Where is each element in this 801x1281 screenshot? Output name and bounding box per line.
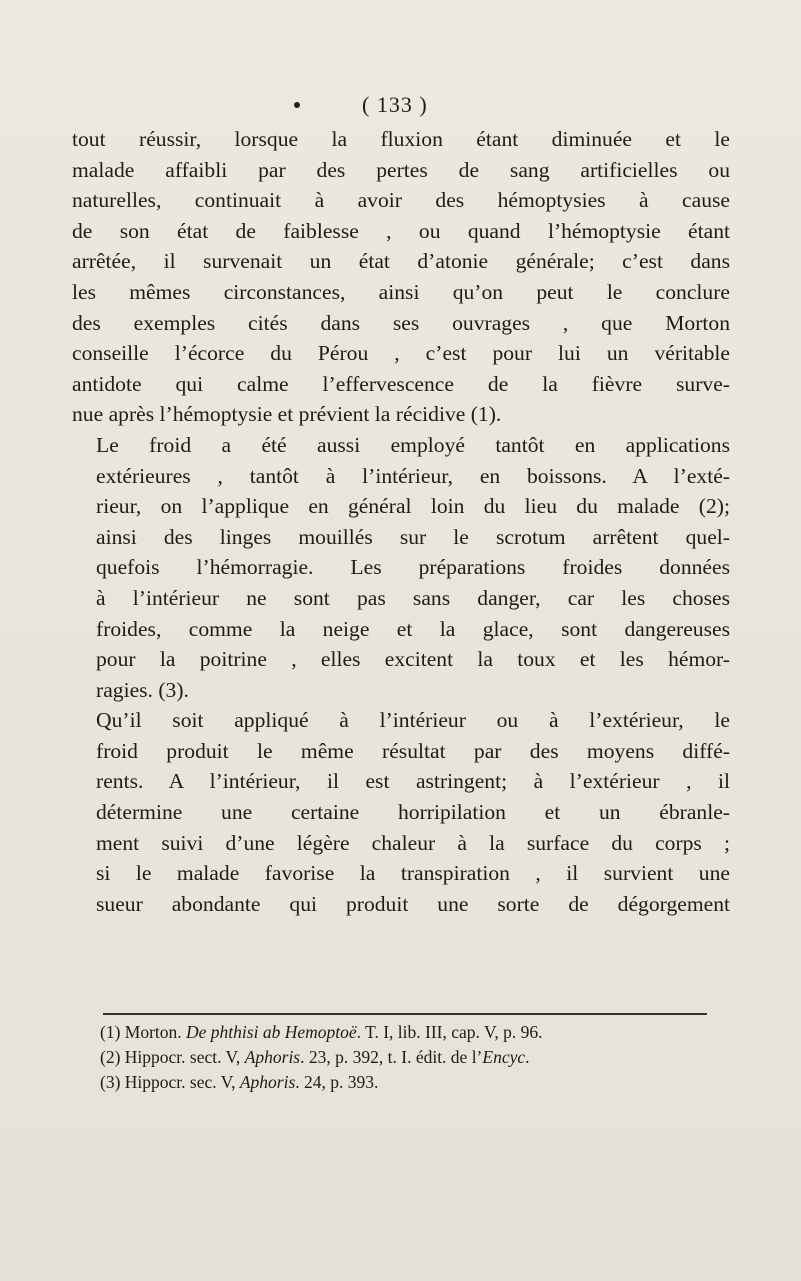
text-line: sueur abondante qui produit une sorte de dégorgement — [96, 891, 730, 916]
footnote-title: De phthisi ab Hemoptoë — [186, 1022, 357, 1042]
text-line: naturelles, continuait à avoir des hémoptysies à cause — [72, 188, 730, 213]
footnote-text: . T. I, lib. III, cap. V, p. 96. — [356, 1022, 543, 1042]
footnote-text: . 23, p. 392, t. I. édit. de l’ — [300, 1047, 483, 1067]
text-line: nue après l’hémoptysie et prévient la récidive (1). — [72, 402, 502, 427]
text-line: ainsi des linges mouillés sur le scrotum arrêtent quel- — [96, 524, 730, 549]
body-text — [72, 124, 730, 919]
text-line: arrêtée, il survenait un état d’atonie générale; c’est dans — [72, 249, 730, 274]
text-line: extérieures , tantôt à l’intérieur, en boissons. A l’exté- — [96, 463, 730, 488]
header-dot — [294, 102, 300, 108]
footnote-2 — [100, 1045, 740, 1070]
footnote-text: (1) Morton. — [100, 1022, 187, 1042]
text-line: Le froid a été aussi employé tantôt en applications — [96, 432, 730, 457]
footnotes — [100, 1020, 740, 1095]
footnote-title: Aphoris — [244, 1047, 301, 1067]
footnote-text: (2) Hippocr. sect. V, — [100, 1047, 245, 1067]
text-line: de son état de faiblesse , ou quand l’hémoptysie étant — [72, 218, 730, 243]
text-line: froid produit le même résultat par des moyens diffé- — [96, 738, 730, 763]
page-header — [0, 92, 801, 122]
text-line: ragies. (3). — [96, 677, 189, 702]
text-line: à l’intérieur ne sont pas sans danger, car les choses — [96, 585, 730, 610]
text-line: ment suivi d’une légère chaleur à la surface du corps ; — [96, 830, 730, 855]
footnote-text: (3) Hippocr. sec. V, — [100, 1072, 240, 1092]
text-line: quefois l’hémorragie. Les préparations froides données — [96, 555, 730, 580]
page-number: ( 133 ) — [362, 92, 428, 117]
text-line: détermine une certaine horripilation et un ébranle- — [96, 800, 730, 825]
text-line: des exemples cités dans ses ouvrages , que Morton — [72, 310, 730, 335]
footnote-3 — [100, 1070, 740, 1095]
footnote-text: . — [525, 1047, 530, 1067]
footnote-title: Aphoris — [239, 1072, 296, 1092]
text-line: pour la poitrine , elles excitent la toux et les hémor- — [96, 647, 730, 672]
text-line: rents. A l’intérieur, il est astringent; à l’extérieur , il — [96, 769, 730, 794]
paragraph-1 — [72, 124, 730, 430]
paragraph-3 — [72, 705, 730, 919]
footnote-title: Encyc — [482, 1047, 526, 1067]
text-line: tout réussir, lorsque la fluxion étant diminuée et le — [72, 127, 730, 151]
text-line: conseille l’écorce du Pérou , c’est pour lui un véritable — [72, 341, 730, 366]
paragraph-2 — [72, 430, 730, 705]
text-line: malade affaibli par des pertes de sang artificielles ou — [72, 157, 730, 182]
text-line: froides, comme la neige et la glace, sont dangereuses — [96, 616, 730, 641]
text-line: si le malade favorise la transpiration , il survient une — [96, 861, 730, 886]
text-line: antidote qui calme l’effervescence de la fièvre surve- — [72, 371, 730, 396]
footnote-1 — [100, 1020, 740, 1045]
text-line: les mêmes circonstances, ainsi qu’on peut le conclure — [72, 279, 730, 304]
footnote-divider — [103, 1013, 707, 1015]
text-line: Qu’il soit appliqué à l’intérieur ou à l’extérieur, le — [96, 708, 730, 733]
footnote-text: . 24, p. 393. — [295, 1072, 379, 1092]
text-line: rieur, on l’applique en général loin du lieu du malade (2); — [96, 494, 730, 519]
